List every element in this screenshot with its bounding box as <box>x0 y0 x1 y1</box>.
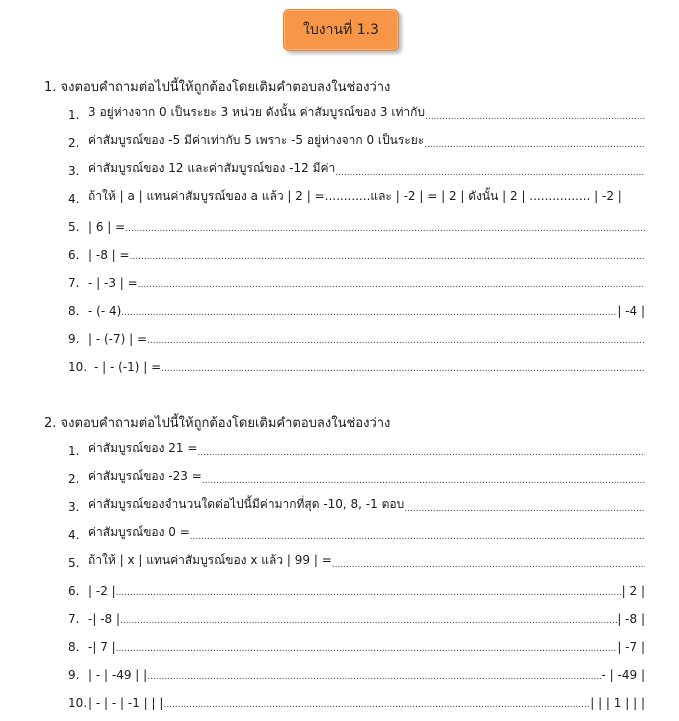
question-number: 6. <box>68 248 80 262</box>
s1-question-9 <box>68 326 645 346</box>
question-text: 3 อยู่ห่างจาก 0 เป็นระยะ 3 หน่วย ดังนั้น ค่าสัมบูรณ์ของ 3 เท่ากับ <box>88 105 425 119</box>
answer-blank[interactable] <box>190 528 645 542</box>
answer-blank[interactable] <box>116 584 622 598</box>
s2-question-8 <box>68 634 645 654</box>
answer-blank[interactable] <box>116 640 618 654</box>
question-text: | - (-7) | = <box>88 332 148 346</box>
question-text: | 6 | = <box>88 220 126 234</box>
question-number: 2. <box>68 136 80 150</box>
s1-question-4 <box>68 186 645 206</box>
question-number: 4. <box>68 192 80 206</box>
s2-question-6 <box>68 578 645 598</box>
question-text: ค่าสัมบูรณ์ของ 21 = <box>88 441 198 455</box>
answer-blank[interactable] <box>404 500 645 514</box>
s2-question-5 <box>68 550 645 570</box>
question-text: ค่าสัมบูรณ์ของ -5 มีค่าเท่ากับ 5 เพราะ -5 อยู่ห่างจาก 0 เป็นระยะ <box>88 133 425 147</box>
question-text: ถ้าให้ | a | แทนค่าสัมบูรณ์ของ a แล้ว | 2 | =............และ | -2 | = | 2 | ดังนั้น | 2 | ................ | -2 | <box>88 189 622 203</box>
answer-blank[interactable] <box>147 332 645 346</box>
question-number: 7. <box>68 612 80 626</box>
question-number: 10. <box>68 360 88 374</box>
question-number: 8. <box>68 304 80 318</box>
answer-blank[interactable] <box>335 164 645 178</box>
question-text: - | - (-1) | = <box>94 360 162 374</box>
s1-question-1 <box>68 102 645 122</box>
question-text: -| -8 | <box>88 612 121 626</box>
s1-question-7 <box>68 270 645 290</box>
question-tail: | | | 1 | | | <box>590 696 645 710</box>
question-number: 10. <box>68 696 88 710</box>
question-number: 2. <box>68 472 80 486</box>
s2-question-10 <box>68 690 645 710</box>
question-tail: | -4 | <box>617 304 645 318</box>
answer-blank[interactable] <box>202 472 645 486</box>
question-text: - | -3 | = <box>88 276 138 290</box>
answer-blank[interactable] <box>161 360 645 374</box>
answer-blank[interactable] <box>120 612 617 626</box>
question-text: ค่าสัมบูรณ์ของจำนวนใดต่อไปนี้มีค่ามากที่สุด -10, 8, -1 ตอบ <box>88 497 405 511</box>
section-1-heading: 1. จงตอบคำถามต่อไปนี้ให้ถูกต้องโดยเติมคำตอบลงในช่องว่าง <box>44 80 391 95</box>
answer-blank[interactable] <box>147 668 601 682</box>
question-number: 5. <box>68 220 80 234</box>
question-text: ถ้าให้ | x | แทนค่าสัมบูรณ์ของ x แล้ว | 99 | = <box>88 553 332 567</box>
question-text: | -8 | = <box>88 248 130 262</box>
s1-question-8 <box>68 298 645 318</box>
s1-question-10 <box>68 354 645 374</box>
worksheet-title <box>283 9 399 51</box>
answer-blank[interactable] <box>425 108 645 122</box>
answer-blank[interactable] <box>121 304 617 318</box>
question-number: 8. <box>68 640 80 654</box>
answer-blank[interactable] <box>163 696 590 710</box>
s1-question-3 <box>68 158 645 178</box>
question-number: 9. <box>68 668 80 682</box>
answer-blank[interactable] <box>197 444 645 458</box>
question-tail: - | -49 | <box>601 668 645 682</box>
question-text: | - | -49 | | <box>88 668 148 682</box>
question-tail: | 2 | <box>621 584 645 598</box>
question-text: ค่าสัมบูรณ์ของ 0 = <box>88 525 190 539</box>
question-number: 1. <box>68 108 80 122</box>
question-text: | -2 | <box>88 584 116 598</box>
question-tail: | -8 | <box>617 612 645 626</box>
section-2-heading: 2. จงตอบคำถามต่อไปนี้ให้ถูกต้องโดยเติมคำตอบลงในช่องว่าง <box>44 416 391 431</box>
question-number: 7. <box>68 276 80 290</box>
s1-question-5 <box>68 214 645 234</box>
s2-question-3 <box>68 494 645 514</box>
question-number: 4. <box>68 528 80 542</box>
question-text: - (- 4) <box>88 304 122 318</box>
s2-question-9 <box>68 662 645 682</box>
worksheet-title-text: ใบงานที่ 1.3 <box>303 22 379 38</box>
question-text: -| 7 | <box>88 640 116 654</box>
s1-question-6 <box>68 242 645 262</box>
question-number: 1. <box>68 444 80 458</box>
question-text: | - | - | -1 | | | <box>88 696 164 710</box>
s1-question-2 <box>68 130 645 150</box>
s2-question-2 <box>68 466 645 486</box>
answer-blank[interactable] <box>125 220 645 234</box>
question-text: ค่าสัมบูรณ์ของ 12 และค่าสัมบูรณ์ของ -12 มีค่า <box>88 161 336 175</box>
question-number: 5. <box>68 556 80 570</box>
s2-question-7 <box>68 606 645 626</box>
answer-blank[interactable] <box>130 248 645 262</box>
question-tail: | -7 | <box>617 640 645 654</box>
question-text: ค่าสัมบูรณ์ของ -23 = <box>88 469 202 483</box>
answer-blank[interactable] <box>424 136 645 150</box>
question-number: 6. <box>68 584 80 598</box>
s2-question-1 <box>68 438 645 458</box>
answer-blank[interactable] <box>332 556 645 570</box>
answer-blank[interactable] <box>138 276 645 290</box>
question-number: 3. <box>68 500 80 514</box>
s2-question-4 <box>68 522 645 542</box>
question-number: 9. <box>68 332 80 346</box>
question-number: 3. <box>68 164 80 178</box>
